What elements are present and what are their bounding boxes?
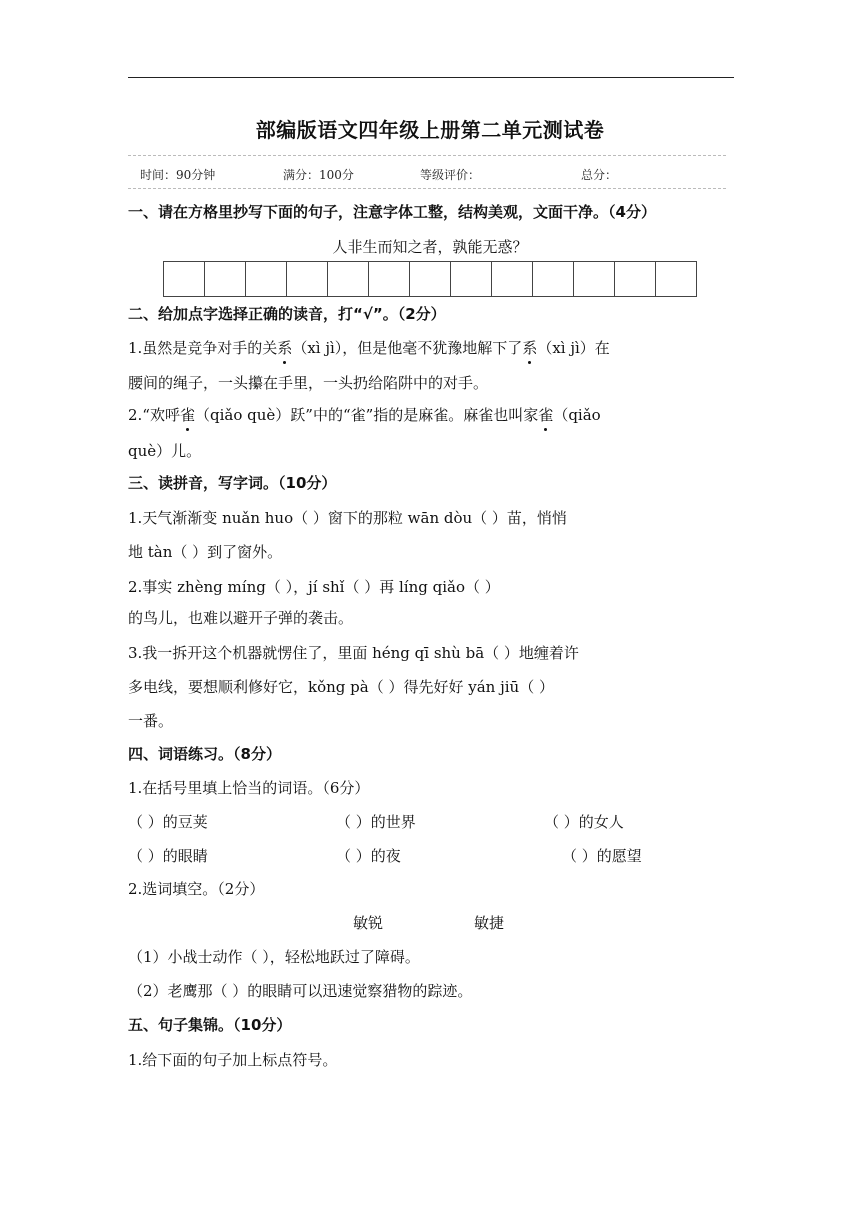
text: （qiǎo què）跃”中的“雀”指的是麻雀。麻雀也叫家 (195, 406, 539, 424)
s3-line-3: 2.事实 zhèng míng（ ），jí shǐ（ ）再 líng qiǎo（ ） (128, 578, 500, 596)
writing-grid[interactable] (163, 261, 697, 297)
s3-line-4: 的鸟儿，也难以避开子弹的袭击。 (128, 609, 354, 627)
fill-phrase: （ ）的愿望 (562, 847, 642, 865)
grid-cell[interactable] (410, 262, 451, 296)
text: （xì jì）在 (537, 339, 610, 357)
fill-phrase: （ ）的眼睛 (128, 847, 208, 865)
grade-info: 等级评价： (420, 168, 481, 182)
grid-cell[interactable] (656, 262, 696, 296)
section-4-heading: 四、词语练习。（8分） (128, 745, 281, 763)
copy-sentence: 人非生而知之者，孰能无惑？ (332, 238, 528, 256)
grid-cell[interactable] (287, 262, 328, 296)
s4-q1: 1.在括号里填上恰当的词语。（6分） (128, 779, 370, 797)
grid-cell[interactable] (492, 262, 533, 296)
text: （xì jì），但是他毫不犹豫地解下了 (292, 339, 523, 357)
grid-cell[interactable] (328, 262, 369, 296)
s5-q1: 1.给下面的句子加上标点符号。 (128, 1051, 338, 1069)
q2-1-line-2: 腰间的绳子，一头攥在手里，一头扔给陷阱中的对手。 (128, 374, 489, 392)
text: （qiǎo (553, 406, 601, 424)
text: 2.“欢呼 (128, 406, 180, 424)
grid-cell[interactable] (615, 262, 656, 296)
info-bar (128, 155, 726, 189)
s3-line-2: 地 tàn（ ）到了窗外。 (128, 543, 283, 561)
top-rule (128, 77, 734, 78)
full-score-info: 满分：100分 (283, 168, 354, 182)
grid-cell[interactable] (533, 262, 574, 296)
q2-2-line-2: què）儿。 (128, 442, 202, 460)
q2-2-line-1 (128, 404, 601, 425)
word-option: 敏锐 (353, 914, 384, 932)
s3-line-6: 多电线，要想顺利修好它，kǒng pà（ ）得先好好 yán jiū（ ） (128, 678, 554, 696)
grid-cell[interactable] (205, 262, 246, 296)
time-info: 时间：90分钟 (140, 168, 216, 182)
section-5-heading: 五、句子集锦。（10分） (128, 1016, 292, 1034)
section-3-heading: 三、读拼音，写字词。（10分） (128, 474, 337, 492)
fill-phrase: （ ）的豆荚 (128, 813, 208, 831)
dotted-char: 系 (277, 339, 293, 357)
text: 1.虽然是竞争对手的关 (128, 339, 278, 357)
s3-line-5: 3.我一拆开这个机器就愣住了，里面 héng qī shù bā（ ）地缠着许 (128, 644, 579, 662)
section-1-heading: 一、请在方格里抄写下面的句子，注意字体工整，结构美观，文面干净。（4分） (128, 203, 656, 221)
dotted-char: 雀 (179, 406, 195, 424)
s3-line-7: 一番。 (128, 712, 174, 730)
s4-q2: 2.选词填空。（2分） (128, 880, 265, 898)
grid-cell[interactable] (164, 262, 205, 296)
grid-cell[interactable] (451, 262, 492, 296)
fill-phrase: （ ）的夜 (336, 847, 401, 865)
fill-phrase: （ ）的女人 (544, 813, 624, 831)
s4-fill-2: （2）老鹰那（ ）的眼睛可以迅速觉察猎物的踪迹。 (128, 982, 473, 1000)
total-info: 总分： (581, 168, 618, 182)
q2-1-line-1 (128, 337, 610, 358)
grid-cell[interactable] (369, 262, 410, 296)
s3-line-1: 1.天气渐渐变 nuǎn huo（ ）窗下的那粒 wān dòu（ ）苗，悄悄 (128, 509, 567, 527)
dotted-char: 雀 (538, 406, 554, 424)
page-title: 部编版语文四年级上册第二单元测试卷 (255, 118, 605, 142)
dotted-char: 系 (522, 339, 538, 357)
s4-fill-1: （1）小战士动作（ ），轻松地跃过了障碍。 (128, 948, 420, 966)
section-2-heading: 二、给加点字选择正确的读音，打“√”。（2分） (128, 305, 446, 323)
grid-cell[interactable] (574, 262, 615, 296)
fill-phrase: （ ）的世界 (336, 813, 416, 831)
grid-cell[interactable] (246, 262, 287, 296)
word-option: 敏捷 (474, 914, 505, 932)
